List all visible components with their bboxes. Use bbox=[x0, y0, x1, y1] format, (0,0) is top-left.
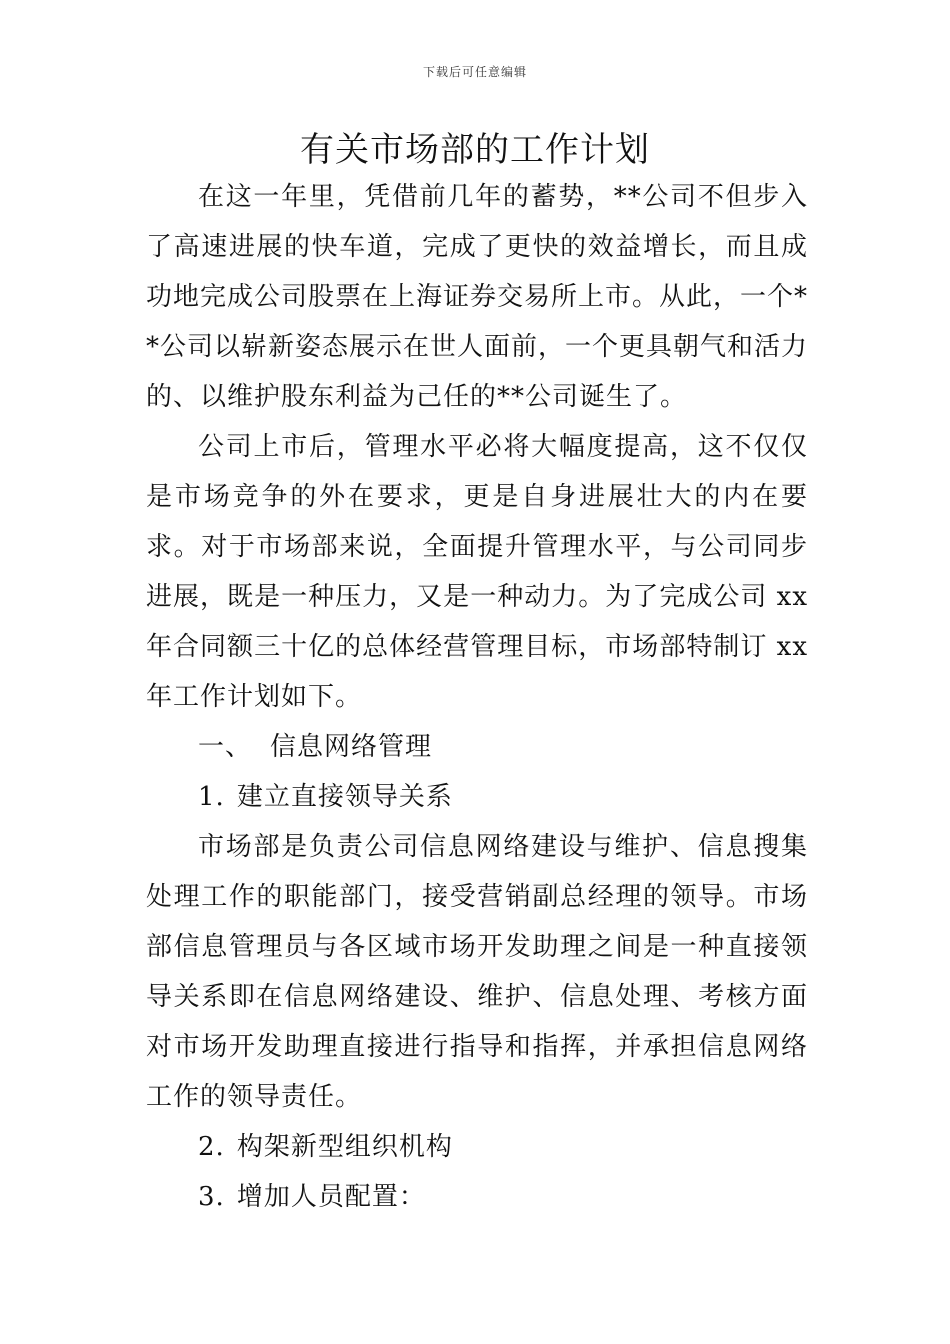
item-number: 1. bbox=[198, 782, 225, 812]
section-number: 一、 bbox=[198, 732, 253, 762]
document-body bbox=[146, 172, 808, 1222]
paragraph-detail: 市场部是负责公司信息网络建设与维护、信息搜集处理工作的职能部门，接受营销副总经理的领导。市场部信息管理员与各区域市场开发助理之间是一种直接领导关系即在信息网络建设、维护、信息处理、考核方面对市场开发助理直接进行指导和指挥，并承担信息网络工作的领导责任。 bbox=[146, 832, 808, 1112]
section-heading bbox=[146, 722, 808, 772]
item-number: 3. bbox=[198, 1182, 225, 1212]
section-title: 信息网络管理 bbox=[270, 732, 433, 762]
header-note: 下载后可任意编辑 bbox=[422, 65, 527, 79]
item-text: 增加人员配置： bbox=[236, 1182, 426, 1212]
item-number: 2. bbox=[198, 1132, 225, 1162]
paragraph-intro: 在这一年里，凭借前几年的蓄势，**公司不但步入了高速进展的快车道，完成了更快的效益增长，而且成功地完成公司股票在上海证券交易所上市。从此，一个**公司以崭新姿态展示在世人面前，一个更具朝气和活力的、以维护股东利益为己任的**公司诞生了。 bbox=[146, 182, 809, 412]
list-item bbox=[146, 1172, 808, 1222]
document-title: 有关市场部的工作计划 bbox=[300, 130, 650, 170]
list-item bbox=[146, 772, 808, 822]
item-text: 建立直接领导关系 bbox=[236, 782, 453, 812]
item-text: 构架新型组织机构 bbox=[236, 1132, 453, 1162]
list-item bbox=[146, 1122, 808, 1172]
paragraph-listing: 公司上市后，管理水平必将大幅度提高，这不仅仅是市场竞争的外在要求，更是自身进展壮大的内在要求。对于市场部来说，全面提升管理水平，与公司同步进展，既是一种压力，又是一种动力。为了完成公司 xx 年合同额三十亿的总体经营管理目标，市场部特制订 xx 年工作计划如下。 bbox=[146, 432, 808, 712]
